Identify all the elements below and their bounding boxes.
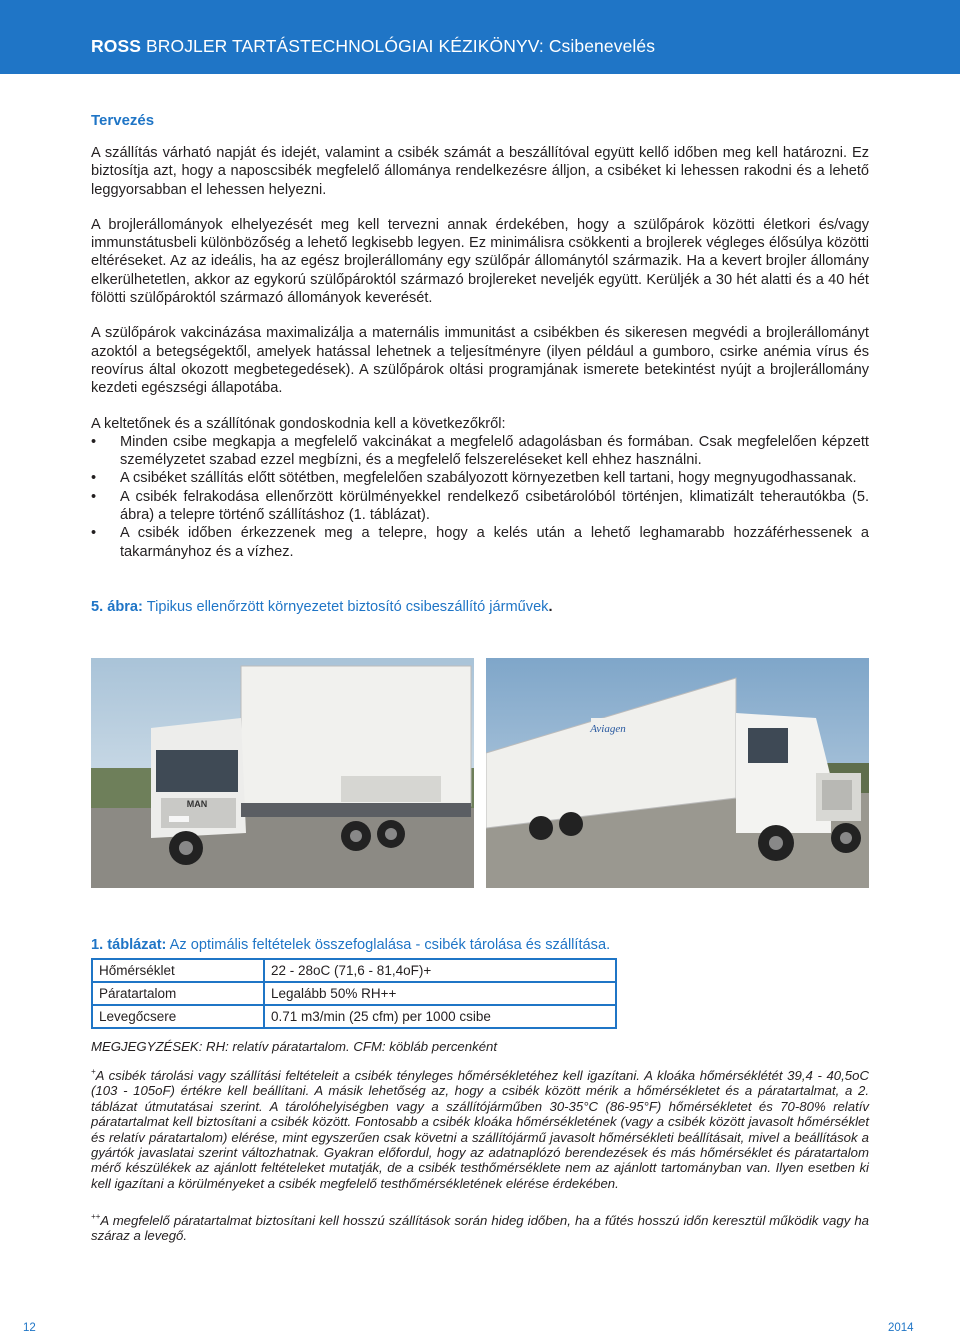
bullet-text: A csibéket szállítás előtt sötétben, megfelelően szabályozott környezetben kell tartani, hogy megnyugodhassanak. xyxy=(120,470,857,487)
table-row xyxy=(92,959,616,982)
table-row xyxy=(92,1005,616,1028)
list-item xyxy=(91,469,869,487)
footnote-2 xyxy=(91,1213,869,1244)
table-caption-text: Az optimális feltételek összefoglalása - csibék tárolása és szállítása. xyxy=(166,937,611,953)
bullet-list xyxy=(91,433,869,561)
footnote-2-mark: ++ xyxy=(91,1212,101,1221)
paragraph-2: A brojlerállományok elhelyezését meg kell tervezni annak érdekében, hogy a szülőpárok közötti életkori és/vagy immunstátusbeli különbözőség a lehető legkisebb legyen. Ez minimálisra csökkenti a brojlerek végleges élősúlya közötti eltéréseket. Az az ideális, ha az egész brojlerállomány egy szülőpár állománytól származik. Ha a kevert brojler állomány elkerülhetetlen, akkor az egykorú szülőpároktól származó brojlereket neveljék együtt. Kerüljék a 30 hét alatti és a 40 hét fölötti szülőpároktól származó állományok keverését. xyxy=(91,216,869,307)
footnote-2-text: A megfelelő páratartalmat biztosítani kell hosszú szállítások során hideg időben, ha a fűtés hosszú időn keresztül működik vagy ha száraz a levegő. xyxy=(91,1213,869,1244)
header-manual-title: BROJLER TARTÁSTECHNOLÓGIAI KÉZIKÖNYV: xyxy=(145,36,544,56)
conditions-table xyxy=(91,958,617,1029)
truck-brand-text: MAN xyxy=(186,799,208,809)
paragraph-1: A szállítás várható napját és idejét, valamint a csibék számát a beszállítóval együtt kellő időben meg kell határozni. Ez biztosítja azt, hogy a naposcsibék megfelelő állománya rendelkezésre álljon, a csibéket ki lehessen rakodni és a lehető leggyorsabban el lehessen helyezni. xyxy=(91,145,869,198)
header-brand: ROSS xyxy=(91,36,141,56)
truck-logo-text: Aviagen xyxy=(590,723,626,735)
bullet-text: A csibék időben érkezzenek meg a telepre, hogy a kelés után a lehető leghamarabb hozzáférhessenek a takarmányhoz és a vízhez. xyxy=(120,525,869,560)
table-cell-value: 22 - 28oC (71,6 - 81,4oF)+ xyxy=(264,959,616,982)
section-title: Tervezés xyxy=(91,112,155,129)
table-cell-value: 0.71 m3/min (25 cfm) per 1000 csibe xyxy=(264,1005,616,1028)
table-label: 1. táblázat: xyxy=(91,937,167,953)
figure-text: Tipikus ellenőrzött környezetet biztosító csibeszállító járművek xyxy=(142,598,549,615)
figure-period: . xyxy=(548,598,553,615)
list-item xyxy=(91,524,869,561)
bullet-text: Minden csibe megkapja a megfelelő vakcinákat a megfelelő adagolásban és formában. Csak megfelelően képzett személyzetet szabad ezzel megbízni, és a megfelelő felszereléseket kell ehhez használni. xyxy=(120,433,869,469)
list-item xyxy=(91,488,869,525)
bullet-intro: A keltetőnek és a szállítónak gondoskodnia kell a következőkről: xyxy=(91,415,506,432)
figure-label: 5. ábra: xyxy=(91,598,143,615)
table-cell-value: Legalább 50% RH++ xyxy=(264,982,616,1005)
footnote-1 xyxy=(91,1068,869,1191)
main-content xyxy=(91,112,869,615)
figure-photos xyxy=(91,658,869,888)
truck-photo-2 xyxy=(486,658,869,888)
bullet-icon: • xyxy=(91,433,97,450)
figure-caption xyxy=(91,599,869,615)
page-header xyxy=(0,0,960,74)
bullet-text: A csibék felrakodása ellenőrzött körülményekkel rendelkező csibetárolóból történjen, klimatizált teherautókba (5. ábra) a telepre történő szállításhoz (1. táblázat). xyxy=(120,488,869,524)
notes-heading: MEGJEGYZÉSEK: RH: relatív páratartalom. CFM: köbláb percenként xyxy=(91,1039,498,1054)
bullet-icon: • xyxy=(91,525,97,542)
table-cell-label: Hőmérséklet xyxy=(92,959,264,982)
table-cell-label: Páratartalom xyxy=(92,982,264,1005)
header-section: Csibenevelés xyxy=(548,36,656,56)
footnote-1-mark: + xyxy=(91,1067,96,1076)
bullet-icon: • xyxy=(91,470,97,487)
table-row xyxy=(92,982,616,1005)
table-cell-label: Levegőcsere xyxy=(92,1005,264,1028)
header-title xyxy=(91,36,655,57)
list-item xyxy=(91,433,869,470)
paragraph-3: A szülőpárok vakcinázása maximalizálja a maternális immunitást a csibékben és sikeresen megvédi a brojlerállományt azoktól a betegségektől, amelyek hatással lehetnek a teljesítményre (ilyen például a gumboro, csirke anémia vírus és reovírus által okozott megbetegedések). A szülőpárok oltási programjának ismerete betekintést nyújt a brojlerállomány kezdeti egészségi állapotába. xyxy=(91,325,869,397)
bullet-icon: • xyxy=(91,488,97,505)
table-caption xyxy=(91,937,610,953)
page-number: 12 xyxy=(23,1322,36,1334)
footnote-1-text: A csibék tárolási vagy szállítási feltételeit a csibék tényleges hőmérsékletéhez kell igazítani. A kloáka hőmérséklétét 39,4 - 40,5oC (103 - 105oF) értékre kell beállítani. A másik lehetőség az, hogy a csibék között mérik a hőmérsékletet és a páratartalmat, a 2. táblázat útmutatásai szerint. A tárolóhelyiségben vagy a szállítójárműben 30-35°C (86-95°F) hőmérsékletet és 70-80% relatív páratartalmat kell biztosítani a csibék között. Fontosabb a csibék kloáka hőmérsékletének (vagy a csibék között javasolt hőmérséklet és relatív páratartalom) elérése, mint egyszerűen csak követni a szállítójármű javasolt hőmérsékleti beállításait, mivel a beállítások a gyártók javaslatai szerint változhatnak. Gyakran előfordul, hogy az adatnaplózó berendezések és más hőmérséklet és páratartalom mérő készülékek az ajánlott feltételeket mutatják, de a csibék testhőmérséklete nem az ajánlott tartományban van. Ilyen esetben ki kell igazítani a körülményeket a csibék megfelelő testhőmérsékletének elérése érdekében. xyxy=(91,1068,869,1191)
footer-year: 2014 xyxy=(888,1322,914,1334)
truck-photo-1 xyxy=(91,658,474,888)
